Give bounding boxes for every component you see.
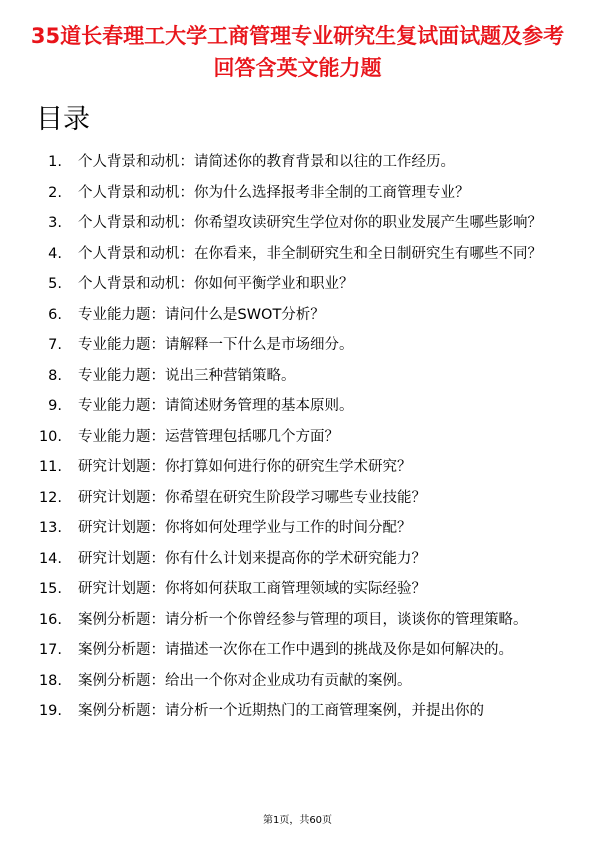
- toc-item-number: 16.: [38, 611, 62, 628]
- document-title: 35道长春理工大学工商管理专业研究生复试面试题及参考回答含英文能力题: [30, 24, 565, 80]
- toc-item-number: 10.: [38, 428, 62, 445]
- toc-item-number: 13.: [38, 520, 62, 536]
- toc-item-number: 17.: [38, 642, 62, 658]
- toc-item-spacer: [62, 183, 78, 203]
- toc-item-spacer: [62, 488, 78, 508]
- toc-item-spacer: [62, 244, 78, 264]
- toc-item-spacer: [62, 640, 78, 660]
- toc-item[interactable]: [36, 396, 560, 416]
- toc-item-number: 19.: [38, 703, 62, 719]
- toc-item[interactable]: [36, 274, 560, 294]
- toc-item-number: 8.: [48, 367, 62, 384]
- toc-item-text: 个人背景和动机：请简述你的教育背景和以往的工作经历。: [78, 154, 455, 170]
- toc-item-number: 7.: [48, 337, 62, 353]
- toc-item[interactable]: [36, 518, 560, 538]
- toc-item-spacer: [62, 427, 78, 447]
- toc-item-spacer: [62, 518, 78, 538]
- toc-item-spacer: [62, 305, 78, 325]
- toc-item-text: 研究计划题：你打算如何进行你的研究生学术研究？: [78, 459, 412, 475]
- toc-item-text: 专业能力题：请简述财务管理的基本原则。: [78, 398, 354, 414]
- toc-item[interactable]: [36, 427, 560, 447]
- toc-item-text: 研究计划题：你将如何处理学业与工作的时间分配？: [78, 520, 412, 536]
- toc-item-spacer: [62, 213, 78, 233]
- toc-item[interactable]: [36, 549, 560, 569]
- toc-item-number: 2.: [48, 184, 62, 201]
- toc-item-spacer: [62, 549, 78, 569]
- toc-item-number: 1.: [48, 154, 62, 170]
- toc-item-number: 11.: [38, 459, 62, 475]
- toc-item-number: 3.: [48, 215, 62, 231]
- toc-item-spacer: [62, 671, 78, 691]
- toc-item-spacer: [62, 457, 78, 477]
- toc-item[interactable]: [36, 488, 560, 508]
- toc-item-text: 个人背景和动机：你如何平衡学业和职业？: [78, 276, 354, 292]
- toc-item[interactable]: [36, 152, 560, 172]
- toc-item-text: 案例分析题：请分析一个你曾经参与管理的项目，谈谈你的管理策略。: [78, 611, 528, 628]
- toc-item-text: 案例分析题：请分析一个近期热门的工商管理案例，并提出你的: [78, 703, 484, 719]
- page-footer: 第1页，共60页: [262, 815, 333, 826]
- toc-item-number: 4.: [48, 245, 62, 262]
- table-of-contents: [36, 152, 560, 732]
- toc-item[interactable]: [36, 701, 560, 721]
- toc-item-spacer: [62, 610, 78, 630]
- toc-item[interactable]: [36, 366, 560, 386]
- toc-item-text: 个人背景和动机：在你看来，非全制研究生和全日制研究生有哪些不同？: [78, 245, 542, 262]
- toc-item[interactable]: [36, 305, 560, 325]
- toc-item-text: 个人背景和动机：你希望攻读研究生学位对你的职业发展产生哪些影响？: [78, 215, 542, 231]
- toc-item[interactable]: [36, 640, 560, 660]
- toc-item-text: 专业能力题：请解释一下什么是市场细分。: [78, 337, 354, 353]
- toc-item[interactable]: [36, 457, 560, 477]
- toc-item-text: 专业能力题：说出三种营销策略。: [78, 367, 296, 384]
- toc-item[interactable]: [36, 579, 560, 599]
- toc-item-number: 14.: [38, 550, 62, 567]
- toc-item-number: 6.: [48, 306, 62, 323]
- toc-item-spacer: [62, 335, 78, 355]
- toc-item-number: 12.: [38, 489, 62, 506]
- toc-item-number: 18.: [38, 672, 62, 689]
- toc-item-text: 专业能力题：请问什么是SWOT分析？: [78, 306, 325, 323]
- toc-item[interactable]: [36, 335, 560, 355]
- toc-item-text: 专业能力题：运营管理包括哪几个方面？: [78, 428, 339, 445]
- toc-item-text: 研究计划题：你有什么计划来提高你的学术研究能力？: [78, 550, 426, 567]
- toc-item-text: 个人背景和动机：你为什么选择报考非全制的工商管理专业？: [78, 184, 470, 201]
- toc-item-spacer: [62, 579, 78, 599]
- toc-item-number: 15.: [38, 581, 62, 597]
- toc-item[interactable]: [36, 213, 560, 233]
- toc-item[interactable]: [36, 244, 560, 264]
- toc-heading: 目录: [36, 104, 90, 135]
- toc-item-spacer: [62, 701, 78, 721]
- toc-item[interactable]: [36, 671, 560, 691]
- toc-item[interactable]: [36, 610, 560, 630]
- toc-item[interactable]: [36, 183, 560, 203]
- toc-item-spacer: [62, 396, 78, 416]
- toc-item-spacer: [62, 152, 78, 172]
- toc-item-spacer: [62, 366, 78, 386]
- toc-item-text: 案例分析题：给出一个你对企业成功有贡献的案例。: [78, 672, 412, 689]
- toc-item-number: 9.: [48, 398, 62, 414]
- toc-item-spacer: [62, 274, 78, 294]
- toc-item-text: 研究计划题：你希望在研究生阶段学习哪些专业技能？: [78, 489, 426, 506]
- toc-item-text: 案例分析题：请描述一次你在工作中遇到的挑战及你是如何解决的。: [78, 642, 513, 658]
- toc-item-number: 5.: [48, 276, 62, 292]
- toc-item-text: 研究计划题：你将如何获取工商管理领域的实际经验？: [78, 581, 426, 597]
